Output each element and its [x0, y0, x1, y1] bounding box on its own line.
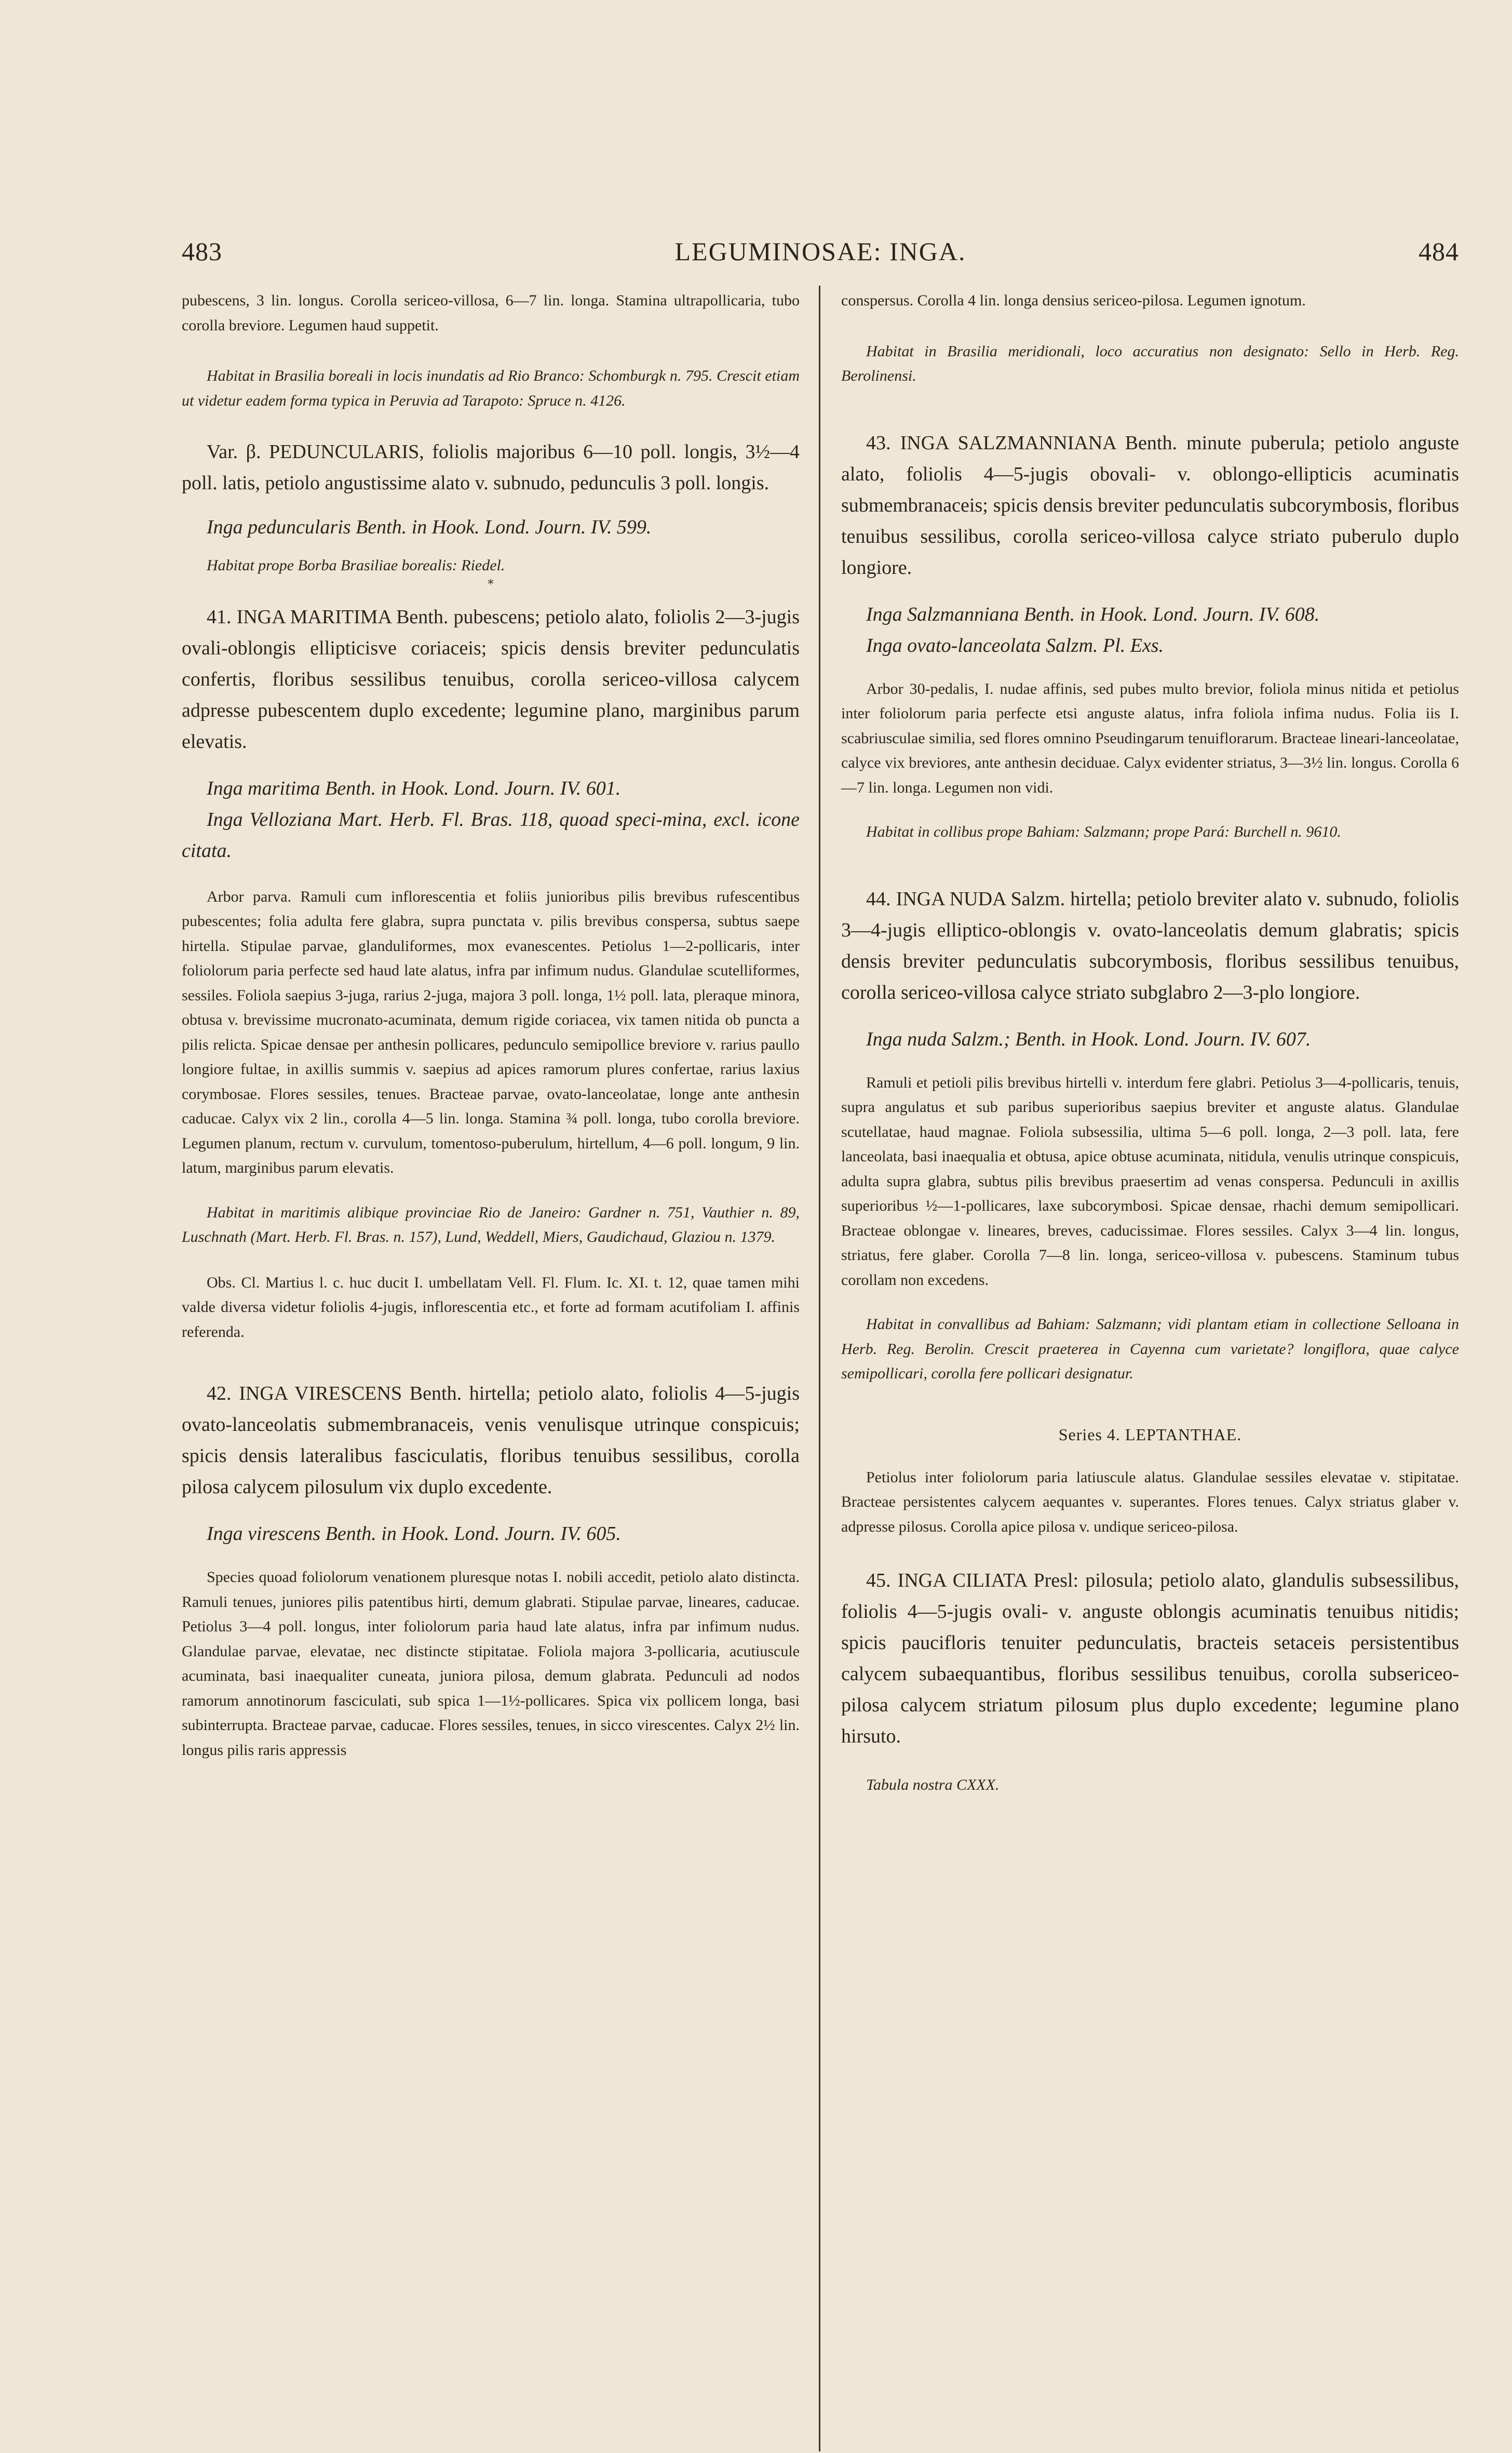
right-column	[841, 288, 1459, 1798]
habitat-note: Habitat in Brasilia boreali in locis inundatis ad Rio Branco: Schomburgk n. 795. Crescit etiam ut videtur eadem forma typica in Peruvia ad Tarapoto: Spruce n. 4126.	[182, 367, 800, 409]
synonym-citation: Inga Velloziana Mart. Herb. Fl. Bras. 118, quoad speci-mina, excl. icone citata.	[182, 808, 800, 862]
column-divider	[819, 286, 820, 2451]
species-43-diagnosis: 43. INGA SALZMANNIANA Benth. minute puberula; petiolo anguste alato, foliolis 4—5-jugis obovali- v. oblongo-ellipticis acuminatis submembranaceis; spicis densis breviter pedunculatis subcorymbosis, floribus tenuibus sessilibus, corolla sericeo-villosa calyce striato puberulo duplo longiore.	[841, 432, 1459, 579]
asterisk-mark: *	[488, 578, 494, 591]
species-description: Species quoad foliolorum venationem pluresque notas I. nobili accedit, petiolo alato distincta. Ramuli tenues, juniores pilis patentibus hirti, demum glabrati. Stipulae parvae, lineares, caducae. Petiolus 3—4 poll. longus, inter foliolorum paria haud late alatus, infra par infimum nudus. Glandulae parvae, elevatae, nec distincte stipitatae. Foliola majora 3-pollicaria, acutiuscule acuminata, basi inaequaliter cuneata, juniora pilosa, demum glabrata. Pedunculi ad nodos ramorum annotinorum fasciculati, sub spica 1—1½-pollicares. Spica vix pollicem longa, basi subinterrupta. Bracteae parvae, caducae. Flores sessiles, tenues, in sicco virescentes. Calyx 2½ lin. longus pilis raris appressis	[182, 1569, 800, 1759]
page-number-right: 484	[1419, 237, 1459, 266]
synonym-citation: Inga Salzmanniana Benth. in Hook. Lond. Journ. IV. 608.	[866, 603, 1320, 625]
synonym-citation: Inga peduncularis Benth. in Hook. Lond. Journ. IV. 599.	[207, 516, 652, 538]
series-description: Petiolus inter foliolorum paria latiuscule alatus. Glandulae sessiles elevatae v. stipitatae. Bracteae persistentes calycem aequantes v. superantes. Flores tenues. Calyx striatus glaber v. adpresse pilosus. Corolla apice pilosa v. undique sericeo-pilosa.	[841, 1468, 1459, 1535]
series-heading: Series 4. LEPTANTHAE.	[1058, 1425, 1242, 1444]
species-description: Ramuli et petioli pilis brevibus hirtelli v. interdum fere glabri. Petiolus 3—4-pollicaris, tenuis, supra angulatus et sub paribus superioribus saepius breviter et anguste alatus. Glandulae scutellatae, haud magnae. Foliola subsessilia, ultima 5—6 poll. longa, 2—3 poll. lata, fere lanceolata, basi inaequalia et obtusa, apice obtuse acuminata, nitidula, venulis utrinque conspicuis, adulta supra glabra, subtus pilis brevibus praesertim ad venas conspersa. Pedunculi in axillis superioribus ½—1-pollicares, laxe subcorymbosi. Spicae densae, rhachi demum semipollicari. Bracteae oblongae v. lineares, breves, caducissimae. Flores sessiles. Calyx 3—4 lin. longus, striatus, fere glaber. Corolla 7—8 lin. longa, sericeo-villosa v. pubescens. Staminum tubus corollam non excedens.	[841, 1074, 1459, 1289]
species-description: Arbor parva. Ramuli cum inflorescentia et foliis junioribus pilis brevibus rufescentibus pubescentes; folia adulta fere glabra, supra punctata v. pilis brevibus conspersa, subtus saepe hirtella. Stipulae parvae, glanduliformes, mox evanescentes. Petiolus 1—2-pollicaris, inter foliolorum paria perfecte sed haud late alatus, infra par infimum nudus. Glandulae scutelliformes, sessiles. Foliola saepius 3-juga, rarius 2-juga, majora 3 poll. longa, 1½ poll. lata, pleraque minora, obtusa v. brevissime mucronato-acuminata, demum rigide coriacea, vix tamen nitida ob puncta a pilis relicta. Spicae densae per anthesin pollicares, pedunculo semipollice breviore v. rarius paullo longiore fultae, in axillis summis v. saepius ad apices ramorum plures confertae, rarius laxius corymbosae. Flores sessiles, tenues. Bracteae parvae, ovato-lanceolatae, longe ante anthesin caducae. Calyx vix 2 lin., corolla 4—5 lin. longa. Stamina ¾ poll. longa, tubo corolla breviore. Legumen planum, rectum v. curvulum, tomentoso-puberulum, hirtellum, 4—6 poll. longum, 9 lin. latum, marginibus parum elevatis.	[182, 888, 800, 1176]
species-42-diagnosis: 42. INGA VIRESCENS Benth. hirtella; petiolo alato, foliolis 4—5-jugis ovato-lanceolatis submembranaceis, venis venulisque utrinque conspicuis; spicis densis lateralibus fasciculatis, floribus tenuibus sessilibus, corolla pilosa calycem pilosulum vix duplo excedente.	[182, 1383, 800, 1498]
plate-reference: Tabula nostra CXXX.	[866, 1776, 1000, 1793]
page-header	[182, 236, 1459, 273]
species-description: Arbor 30-pedalis, I. nudae affinis, sed pubes multo brevior, foliola minus nitida et petiolus inter foliolorum paria perfecte etsi anguste alatus, infra foliola infima nudus. Folia iis I. scabriusculae similia, sed flores omnino Pseudingarum tenuiflorarum. Bracteae lineari-lanceolatae, calyce vix breviores, ante anthesin deciduae. Calyx evidenter striatus, 3—3½ lin. longus. Corolla 6—7 lin. longa. Legumen non vidi.	[841, 680, 1459, 796]
species-41-diagnosis: 41. INGA MARITIMA Benth. pubescens; petiolo alato, foliolis 2—3-jugis ovali-oblongis ellipticisve coriaceis; spicis densis breviter pedunculatis confertis, floribus sessilibus tenuibus, corolla sericeo-villosa calycem adpresse pubescentem duplo excedente; legumine plano, marginibus parum elevatis.	[182, 606, 800, 753]
text-paragraph: pubescens, 3 lin. longus. Corolla sericeo-villosa, 6—7 lin. longa. Stamina ultrapollicaria, tubo corolla breviore. Legumen haud suppetit.	[182, 292, 800, 334]
synonym-citation: Inga maritima Benth. in Hook. Lond. Journ. IV. 601.	[207, 777, 621, 799]
variety-description: Var. β. PEDUNCULARIS, foliolis majoribus 6—10 poll. longis, 3½—4 poll. latis, petiolo angustissime alato v. subnudo, pedunculis 3 poll. longis.	[182, 441, 800, 494]
observation-note: Obs. Cl. Martius l. c. huc ducit I. umbellatam Vell. Fl. Flum. Ic. XI. t. 12, quae tamen mihi valde diversa videtur foliolis 4-jugis, inflorescentia etc., et forte ad formam acutifoliam I. affinis referenda.	[182, 1274, 800, 1341]
habitat-note: Habitat prope Borba Brasiliae borealis: Riedel.	[207, 557, 505, 574]
page-number-left: 483	[182, 237, 222, 266]
species-45-diagnosis: 45. INGA CILIATA Presl: pilosula; petiolo alato, glandulis subsessilibus, foliolis 4—5-jugis ovali- v. anguste oblongis acuminatis tenuibus nitidis; spicis paucifloris tenuiter pedunculatis, bracteis setaceis persistentibus calycem subaequantibus, floribus sessilibus tenuibus, corolla subsericeo-pilosa calycem striatum pilosum plus duplo excedente; legumine plano hirsuto.	[841, 1570, 1459, 1747]
synonym-citation: Inga virescens Benth. in Hook. Lond. Journ. IV. 605.	[207, 1523, 621, 1545]
running-title: LEGUMINOSAE: INGA.	[674, 237, 966, 266]
left-column	[182, 288, 800, 1762]
habitat-note: Habitat in convallibus ad Bahiam: Salzmann; vidi plantam etiam in collectione Selloana in Herb. Reg. Berolin. Crescit praeterea in Cayenna cum varietate? longiflora, quae calyce semipollicari, corolla fere pollicari designatur.	[841, 1316, 1459, 1382]
habitat-note: Habitat in maritimis alibique provinciae Rio de Janeiro: Gardner n. 751, Vauthier n. 89, Luschnath (Mart. Herb. Fl. Bras. n. 157), Lund, Weddell, Miers, Gaudichaud, Glaziou n. 1379.	[182, 1203, 800, 1245]
species-44-diagnosis: 44. INGA NUDA Salzm. hirtella; petiolo breviter alato v. subnudo, foliolis 3—4-jugis elliptico-oblongis v. ovato-lanceolatis demum glabratis; spicis densis breviter pedunculatis subcorymbosis, floribus sessilibus tenuibus, corolla sericeo-villosa calyce striato subglabro 2—3-plo longiore.	[841, 888, 1459, 1003]
habitat-note: Habitat in Brasilia meridionali, loco accuratius non designato: Sello in Herb. Reg. Berolinensi.	[841, 342, 1459, 384]
text-paragraph: conspersus. Corolla 4 lin. longa densius sericeo-pilosa. Legumen ignotum.	[841, 292, 1306, 309]
synonym-citation: Inga nuda Salzm.; Benth. in Hook. Lond. Journ. IV. 607.	[866, 1028, 1311, 1050]
habitat-note: Habitat in collibus prope Bahiam: Salzmann; prope Pará: Burchell n. 9610.	[866, 823, 1341, 840]
synonym-citation: Inga ovato-lanceolata Salzm. Pl. Exs.	[866, 634, 1164, 656]
